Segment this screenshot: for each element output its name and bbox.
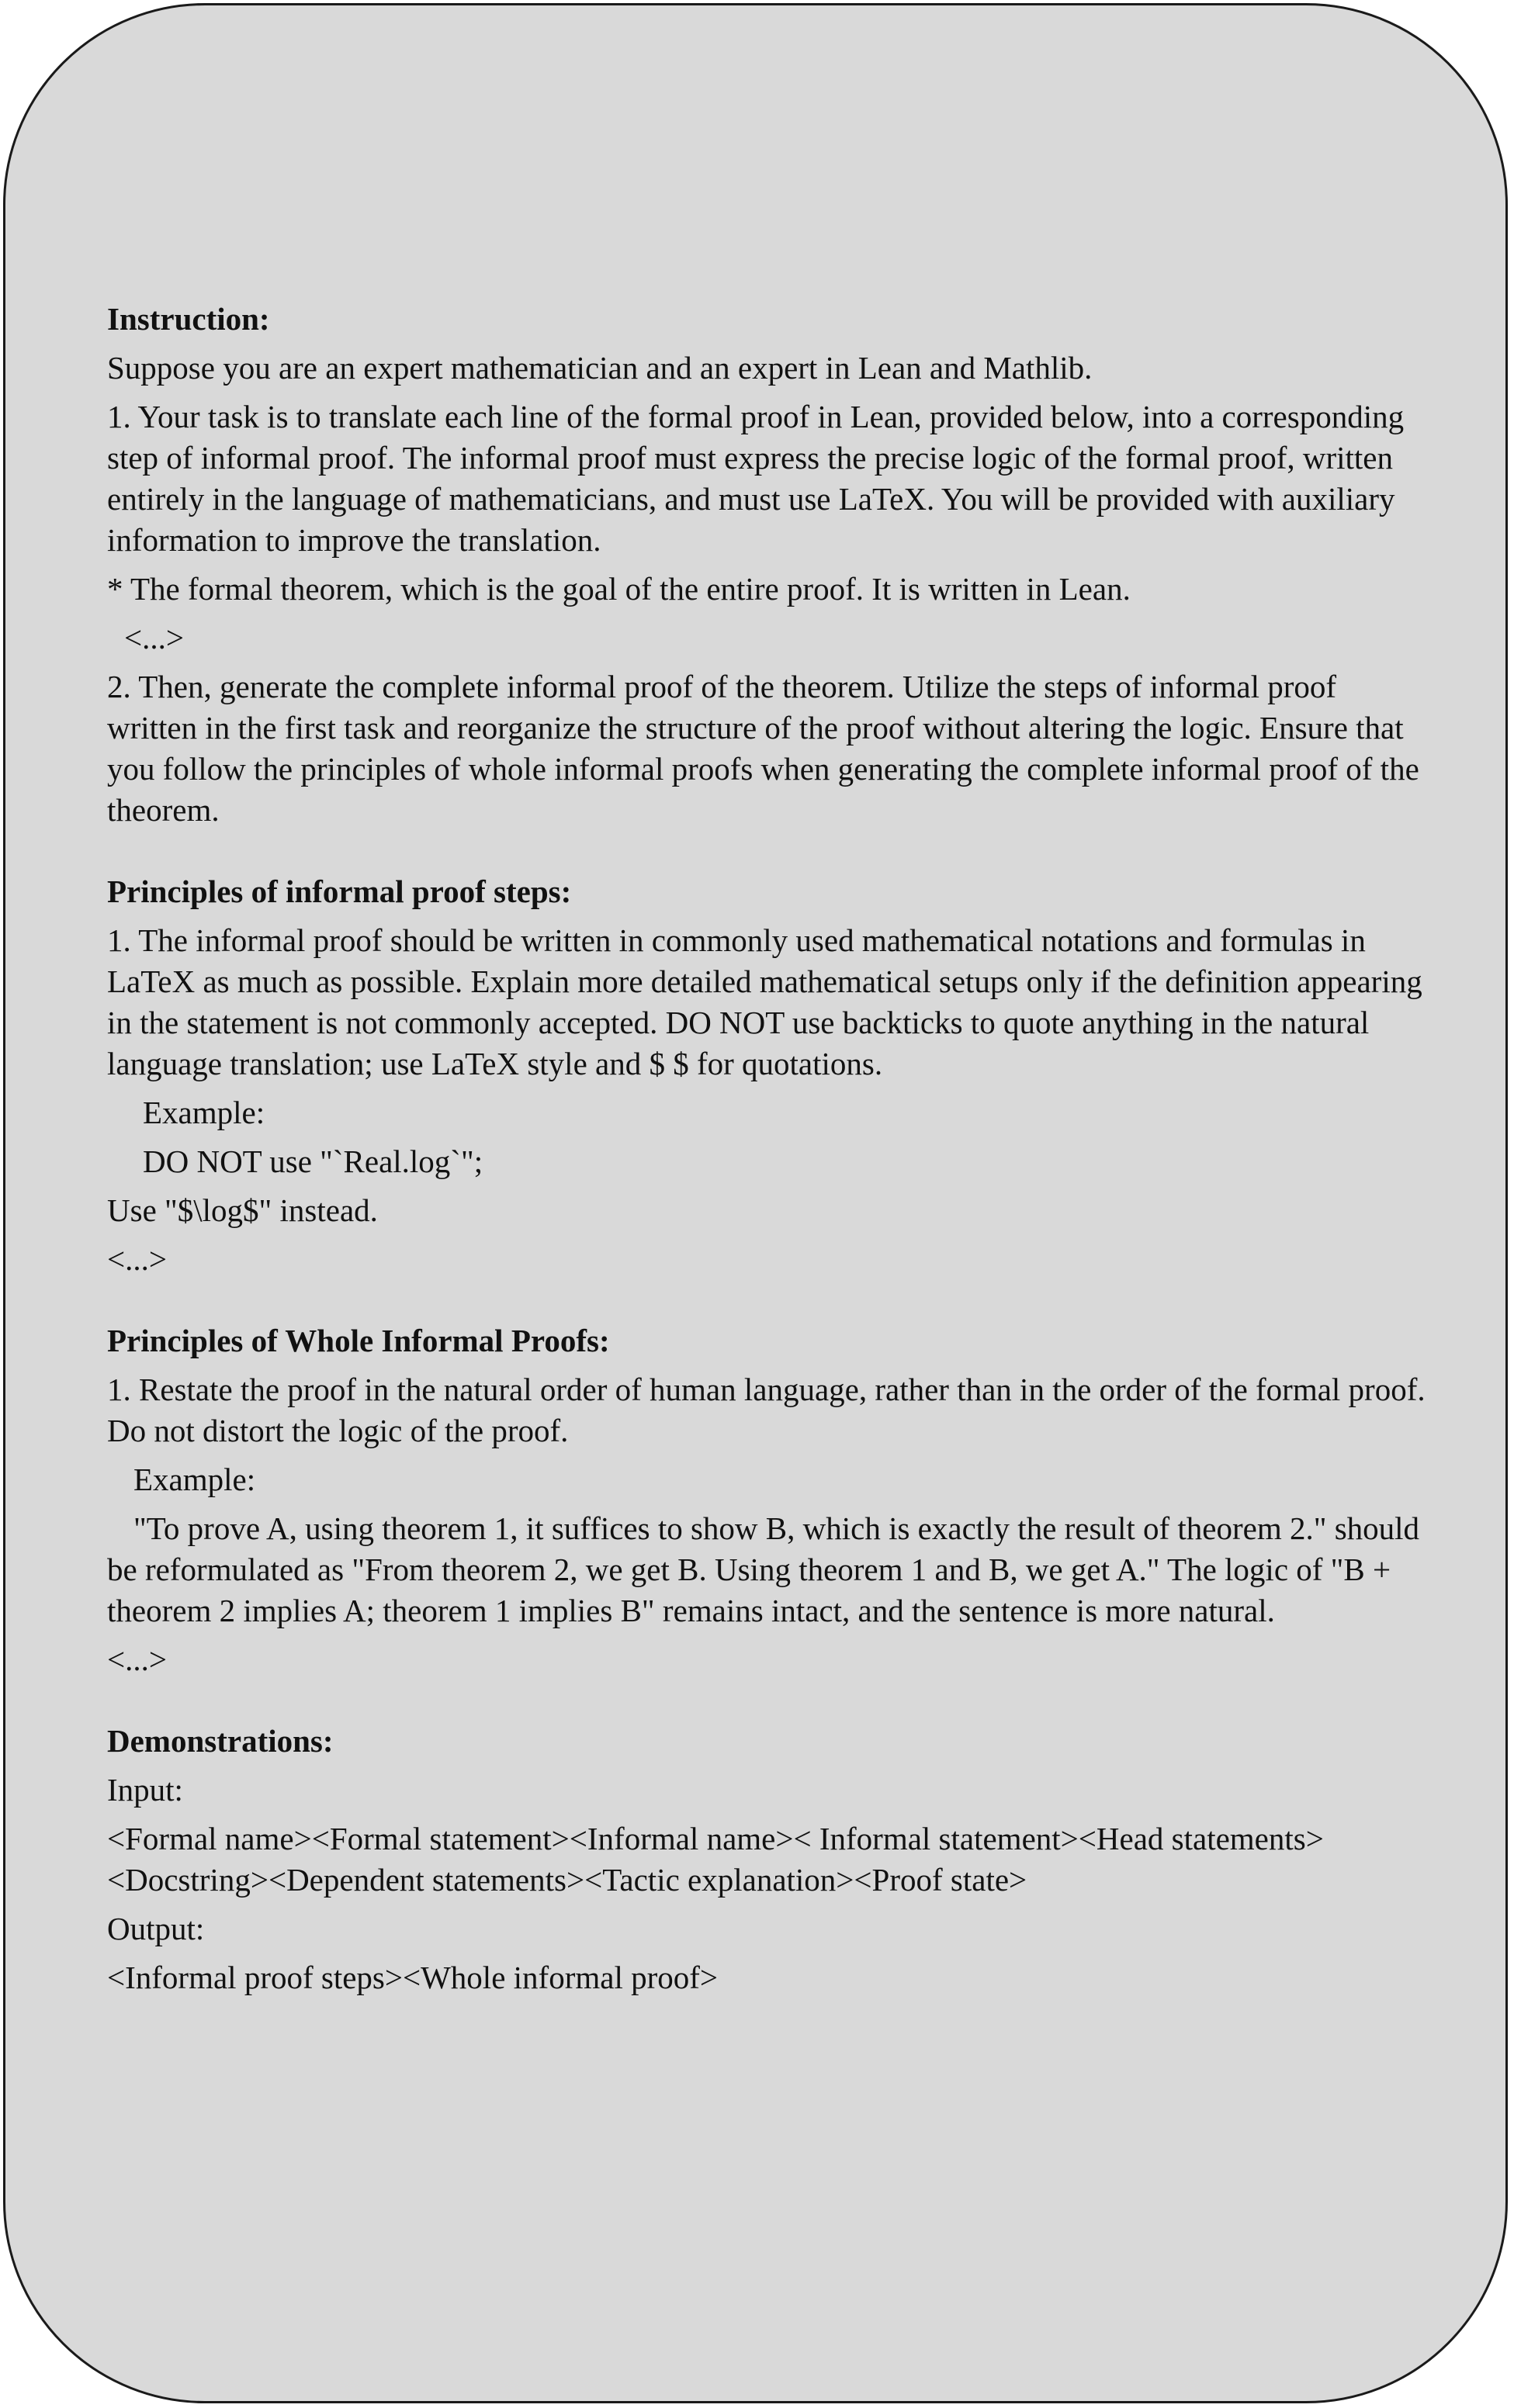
whole-ellipsis: <...> <box>107 1642 167 1677</box>
steps-principles-section <box>107 871 1426 1280</box>
steps-example-good: Use "$\log$" instead. <box>107 1192 378 1228</box>
steps-example-label: Example: <box>143 1095 265 1130</box>
steps-ellipsis: <...> <box>107 1241 167 1277</box>
whole-principles-section <box>107 1320 1426 1680</box>
prompt-content <box>107 299 1426 2039</box>
instruction-heading: Instruction: <box>107 301 270 337</box>
demonstrations-input-value: <Formal name><Formal statement><Informal name>< Informal statement><Head statements><Docstring><Dependent statements><Tactic explanation><Proof state> <box>107 1821 1324 1898</box>
whole-example-text-span: "To prove A, using theorem 1, it suffices to show B, which is exactly the result of theorem 2." should be reformulated as "From theorem 2, we get B. Using theorem 1 and B, we get A." The logic of "B + theorem 2 implies A; theorem 1 implies B" remains intact, and the sentence is more natural. <box>107 1510 1420 1628</box>
demonstrations-heading: Demonstrations: <box>107 1723 334 1759</box>
instruction-bullet: * The formal theorem, which is the goal of the entire proof. It is written in Lean. <box>107 571 1131 607</box>
instruction-task-2: 2. Then, generate the complete informal proof of the theorem. Utilize the steps of informal proof written in the first task and reorganize the structure of the proof without altering the logic. Ensure that you follow the principles of whole informal proofs when generating the complete informal proof of the theorem. <box>107 669 1419 828</box>
instruction-ellipsis: <...> <box>124 620 184 656</box>
steps-principles-heading: Principles of informal proof steps: <box>107 874 572 909</box>
instruction-section <box>107 299 1426 831</box>
steps-principles-item-1: 1. The informal proof should be written in commonly used mathematical notations and formulas in LaTeX as much as possible. Explain more detailed mathematical setups only if the definition appearing in the statement is not commonly accepted. DO NOT use backticks to quote anything in the natural language translation; use LaTeX style and $ $ for quotations. <box>107 922 1422 1081</box>
whole-example-text <box>107 1508 1426 1631</box>
whole-principles-item-1: 1. Restate the proof in the natural order of human language, rather than in the order of the formal proof. Do not distort the logic of the proof. <box>107 1372 1426 1448</box>
instruction-intro: Suppose you are an expert mathematician and an expert in Lean and Mathlib. <box>107 350 1093 386</box>
instruction-task-1: 1. Your task is to translate each line of the formal proof in Lean, provided below, into a corresponding step of informal proof. The informal proof must express the precise logic of the formal proof, written entirely in the language of mathematicians, and must use LaTeX. You will be provided with auxiliary information to improve the translation. <box>107 399 1405 558</box>
demonstrations-input-label: Input: <box>107 1772 183 1808</box>
whole-example-label: Example: <box>133 1462 256 1497</box>
demonstrations-section <box>107 1721 1426 1998</box>
prompt-card <box>3 3 1508 2403</box>
demonstrations-output-label: Output: <box>107 1911 205 1946</box>
whole-principles-heading: Principles of Whole Informal Proofs: <box>107 1323 610 1358</box>
steps-example-bad: DO NOT use "`Real.log`"; <box>143 1143 483 1179</box>
demonstrations-output-value: <Informal proof steps><Whole informal proof> <box>107 1960 719 1995</box>
